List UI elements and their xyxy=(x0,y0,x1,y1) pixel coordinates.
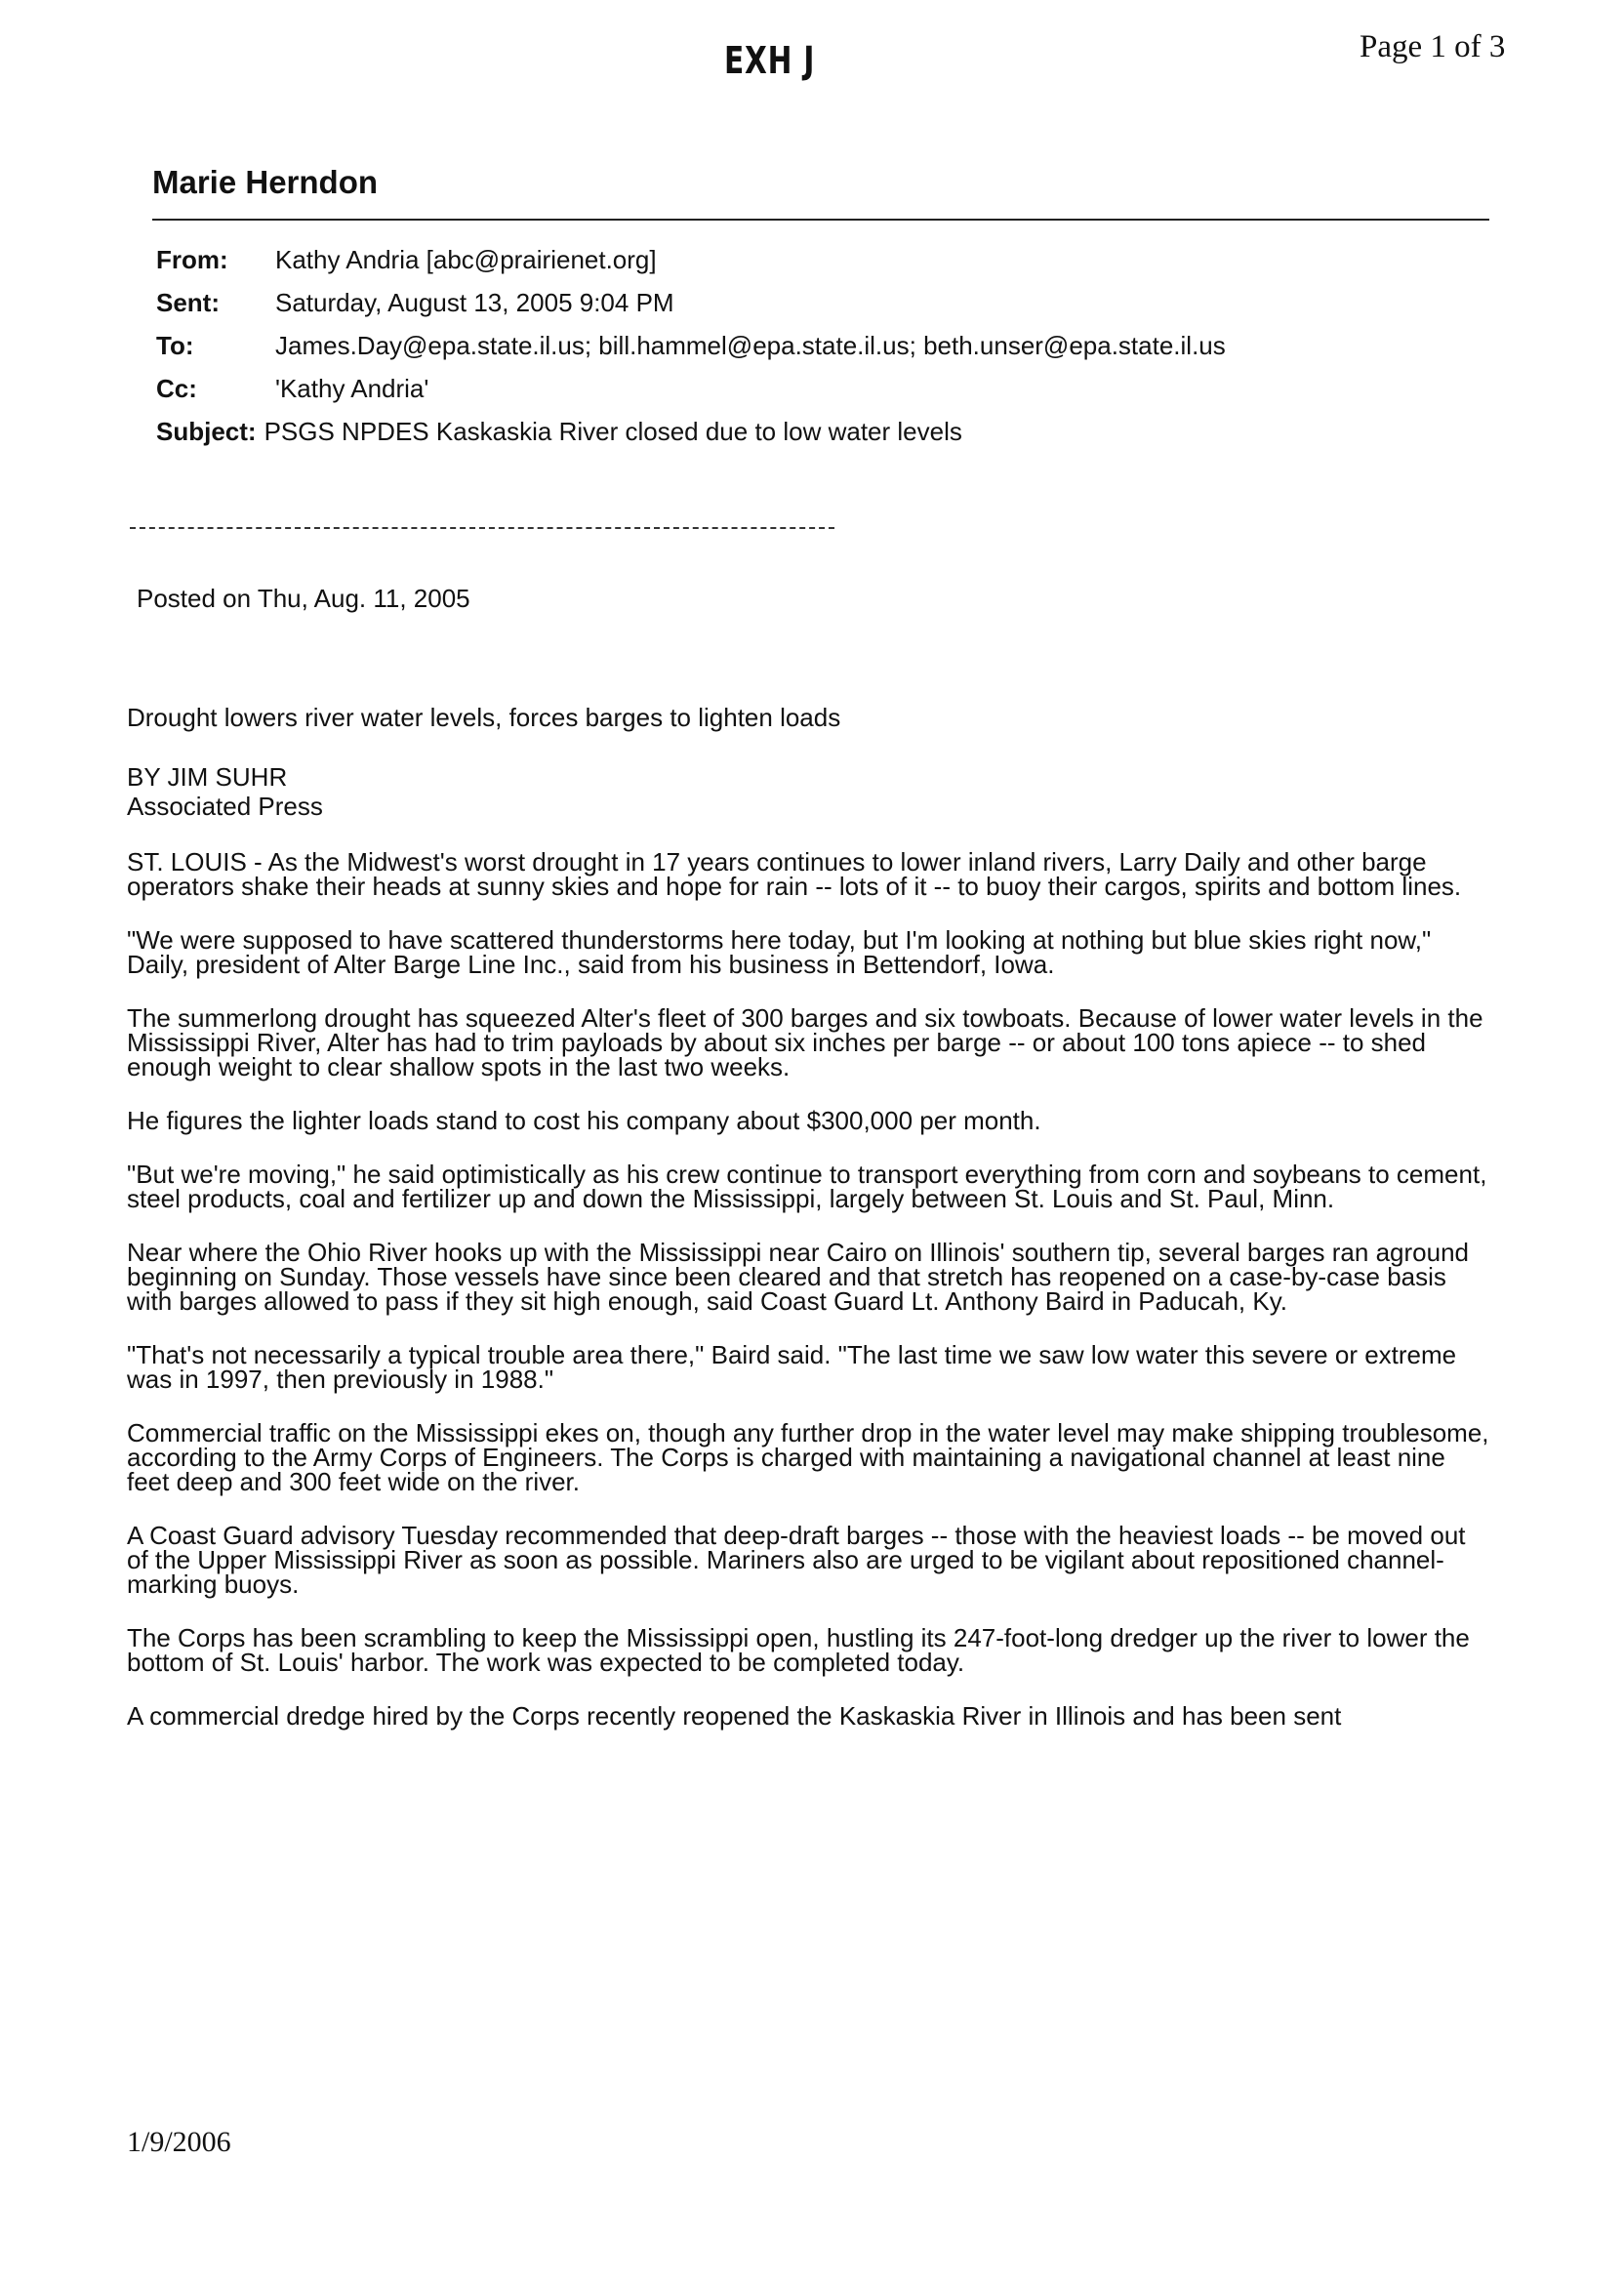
sent-label: Sent: xyxy=(156,288,220,317)
exhibit-mark: EXH J xyxy=(724,39,816,82)
article-paragraph: He figures the lighter loads stand to cost his company about $300,000 per month. xyxy=(127,1106,1041,1135)
cc-row xyxy=(156,367,1226,410)
print-date: 1/9/2006 xyxy=(127,2126,231,2158)
article-paragraph: "That's not necessarily a typical trouble area there," Baird said. "The last time we saw low water this severe or extreme was in 1997, then previously in 1988." xyxy=(127,1340,1457,1394)
from-label: From: xyxy=(156,245,228,274)
recipient-name: Marie Herndon xyxy=(152,164,379,200)
email-header xyxy=(156,238,1226,453)
page-number: Page 1 of 3 xyxy=(1360,29,1506,64)
article-headline: Drought lowers river water levels, forces barges to lighten loads xyxy=(127,703,841,732)
sent-row xyxy=(156,281,1226,324)
article-paragraph: A Coast Guard advisory Tuesday recommended that deep-draft barges -- those with the heaviest loads -- be moved out of the Upper Mississippi River as soon as possible. Mariners also are urged to be vigilant about repositioned channel-marking buoys. xyxy=(127,1521,1466,1599)
header-divider xyxy=(152,219,1489,221)
from-value: Kathy Andria [abc@prairienet.org] xyxy=(275,245,657,274)
article-body xyxy=(127,703,1493,1758)
article-paragraph: Near where the Ohio River hooks up with the Mississippi near Cairo on Illinois' southern tip, several barges ran aground beginning on Sunday. Those vessels have since been cleared and that stretch has reopened on a case-by-case basis with barges allowed to pass if they sit high enough, said Coast Guard Lt. Anthony Baird in Paducah, Ky. xyxy=(127,1238,1469,1316)
subject-value: PSGS NPDES Kaskaskia River closed due to low water levels xyxy=(264,417,962,446)
article-paragraph: Commercial traffic on the Mississippi ekes on, though any further drop in the water level may make shipping troublesome, according to the Army Corps of Engineers. The Corps is charged with maintaining a navigational channel at least nine feet deep and 300 feet wide on the river. xyxy=(127,1418,1489,1496)
to-value: James.Day@epa.state.il.us; bill.hammel@epa.state.il.us; beth.unser@epa.state.il.us xyxy=(275,331,1226,360)
author-name: BY JIM SUHR xyxy=(127,762,288,792)
sent-value: Saturday, August 13, 2005 9:04 PM xyxy=(275,288,674,317)
subject-row xyxy=(156,410,1226,453)
article-paragraph: The Corps has been scrambling to keep the Mississippi open, hustling its 247-foot-long dredger up the river to lower the bottom of St. Louis' harbor. The work was expected to be completed today. xyxy=(127,1623,1470,1677)
cc-value: 'Kathy Andria' xyxy=(275,374,429,403)
to-label: To: xyxy=(156,331,194,360)
news-agency: Associated Press xyxy=(127,792,323,821)
subject-label: Subject: xyxy=(156,417,257,446)
cc-label: Cc: xyxy=(156,374,197,403)
article-paragraph: A commercial dredge hired by the Corps recently reopened the Kaskaskia River in Illinois and has been sent xyxy=(127,1701,1342,1731)
article-paragraph: "We were supposed to have scattered thunderstorms here today, but I'm looking at nothing but blue skies right now," Daily, president of Alter Barge Line Inc., said from his business in Bettendorf, Iowa. xyxy=(127,925,1432,979)
article-byline xyxy=(127,762,1493,821)
article-paragraph: The summerlong drought has squeezed Alter's fleet of 300 barges and six towboats. Because of lower water levels in the Mississippi River, Alter has had to trim payloads by about six inches per barge -- or about 100 tons apiece -- to shed enough weight to clear shallow spots in the last two weeks. xyxy=(127,1003,1483,1081)
posted-date: Posted on Thu, Aug. 11, 2005 xyxy=(137,584,470,613)
article-paragraph: ST. LOUIS - As the Midwest's worst drought in 17 years continues to lower inland rivers, Larry Daily and other barge operators shake their heads at sunny skies and hope for rain -- lots of it -- to buoy their cargos, spirits and bottom lines. xyxy=(127,847,1462,901)
to-row xyxy=(156,324,1226,367)
article-paragraph: "But we're moving," he said optimistically as his crew continue to transport everything from corn and soybeans to cement, steel products, coal and fertilizer up and down the Mississippi, largely between St. Louis and St. Paul, Minn. xyxy=(127,1160,1487,1213)
dashed-separator xyxy=(130,527,834,529)
from-row xyxy=(156,238,1226,281)
